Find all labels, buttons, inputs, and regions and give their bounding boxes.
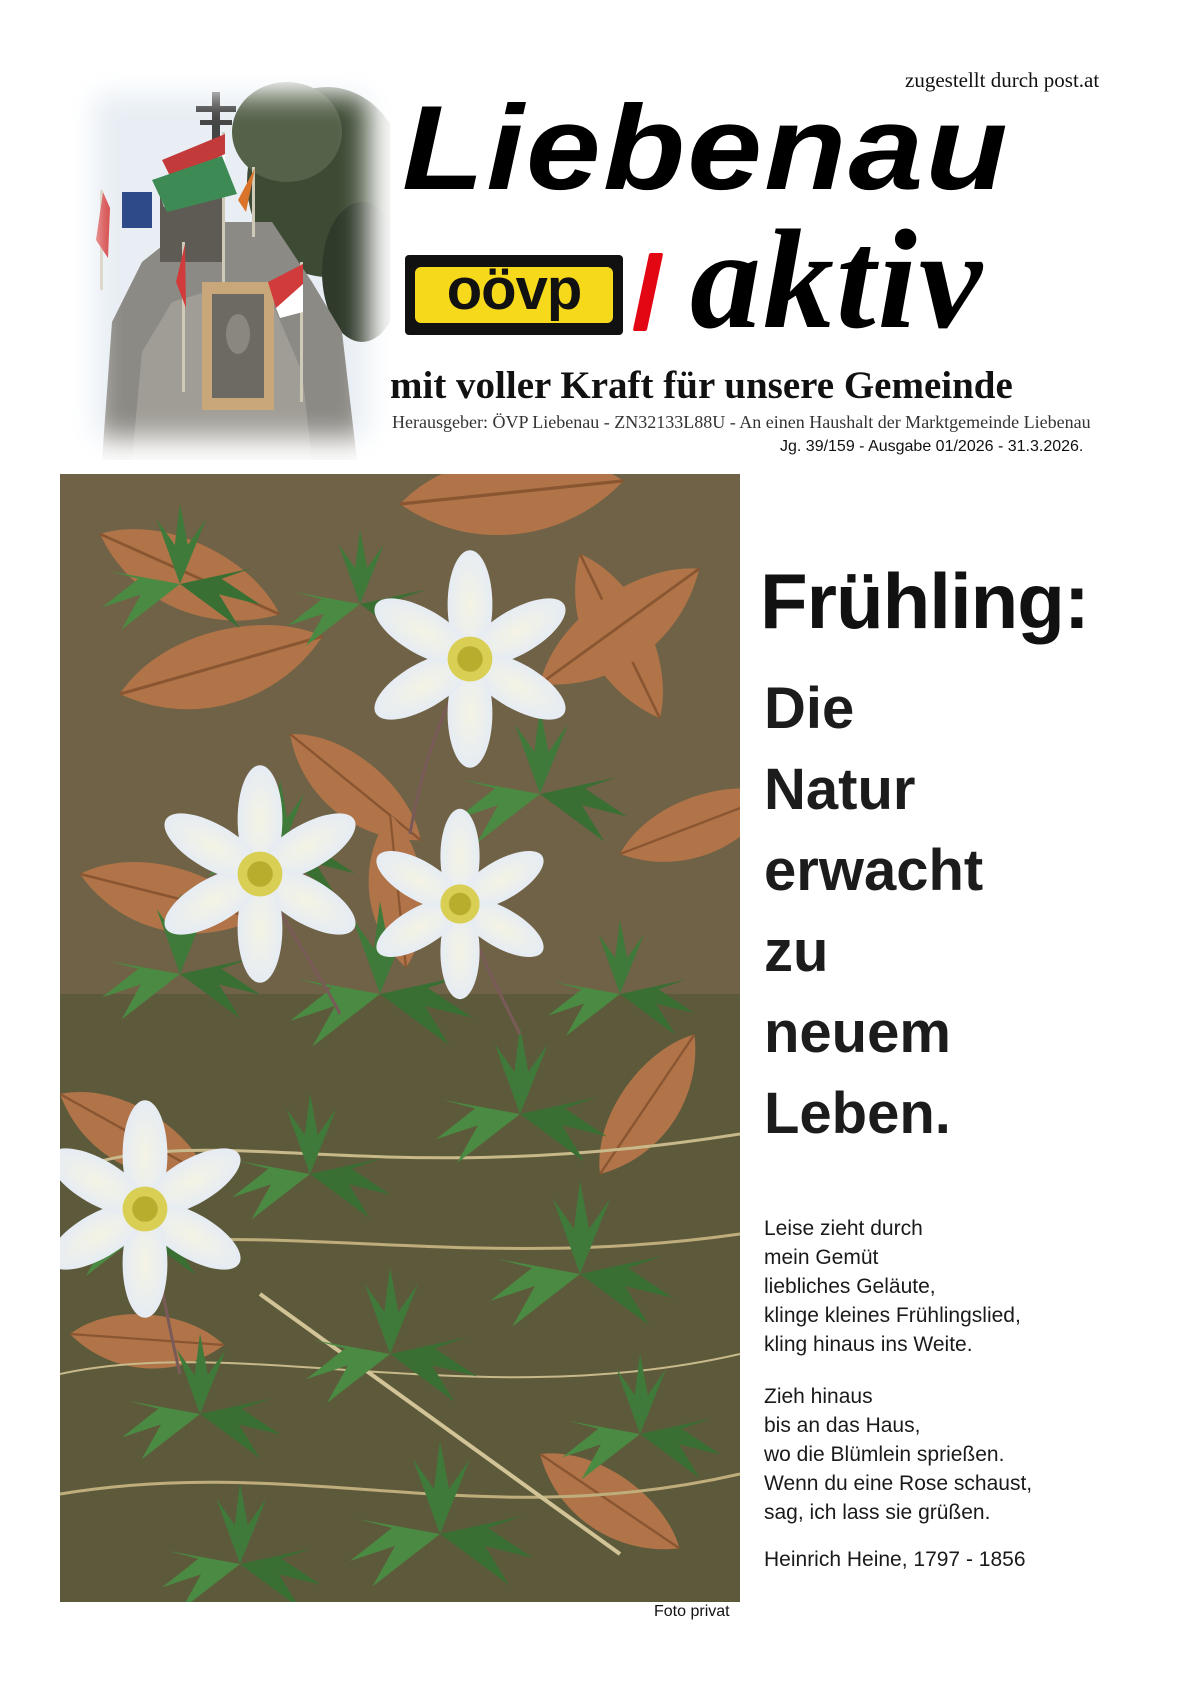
subheadline-line: zu [764,919,829,984]
delivery-note: zugestellt durch post.at [905,68,1100,92]
subheadline [764,668,983,1154]
publisher-line: Herausgeber: ÖVP Liebenau - ZN32133L88U - An einen Haushalt der Marktgemeinde Liebenau [392,412,1091,432]
cover-photo-anemones [60,474,740,1602]
poem-stanza-1 [764,1214,1021,1359]
anemone-illustration [60,474,740,1602]
poem-line: bis an das Haus, [764,1414,921,1437]
poem-line: liebliches Geläute, [764,1275,936,1298]
subheadline-line: Leben. [764,1081,951,1146]
poem-line: sag, ich lass sie grüßen. [764,1501,991,1524]
subheadline-line: erwacht [764,838,984,903]
logo-red-slash [633,253,664,331]
poem-line: Wenn du eine Rose schaust, [764,1472,1033,1495]
poem-line: kling hinaus ins Weite. [764,1333,973,1356]
masthead-aktiv: aktiv [690,200,984,358]
subheadline-line: Die [764,676,855,741]
poem-line: mein Gemüt [764,1246,879,1269]
poem-line: klinge kleines Frühlingslied, [764,1304,1021,1327]
oevp-logo [405,255,623,335]
header-memorial-photo [72,72,390,460]
headline: Frühling: [760,557,1089,645]
poem-line: wo die Blümlein sprießen. [764,1443,1005,1466]
poem-stanza-2 [764,1382,1032,1527]
masthead-slogan: mit voller Kraft für unsere Gemeinde [390,364,1013,407]
subheadline-line: neuem [764,1000,951,1065]
photo-credit: Foto privat [654,1603,730,1620]
poem-author: Heinrich Heine, 1797 - 1856 [764,1548,1026,1571]
oevp-logo-text: oövp [446,257,582,322]
masthead-title: Liebenau [402,81,1010,215]
subheadline-line: Natur [764,757,916,822]
poem-line: Leise zieht durch [764,1217,923,1240]
issue-line: Jg. 39/159 - Ausgabe 01/2026 - 31.3.2026. [780,438,1084,455]
poem-line: Zieh hinaus [764,1385,873,1408]
